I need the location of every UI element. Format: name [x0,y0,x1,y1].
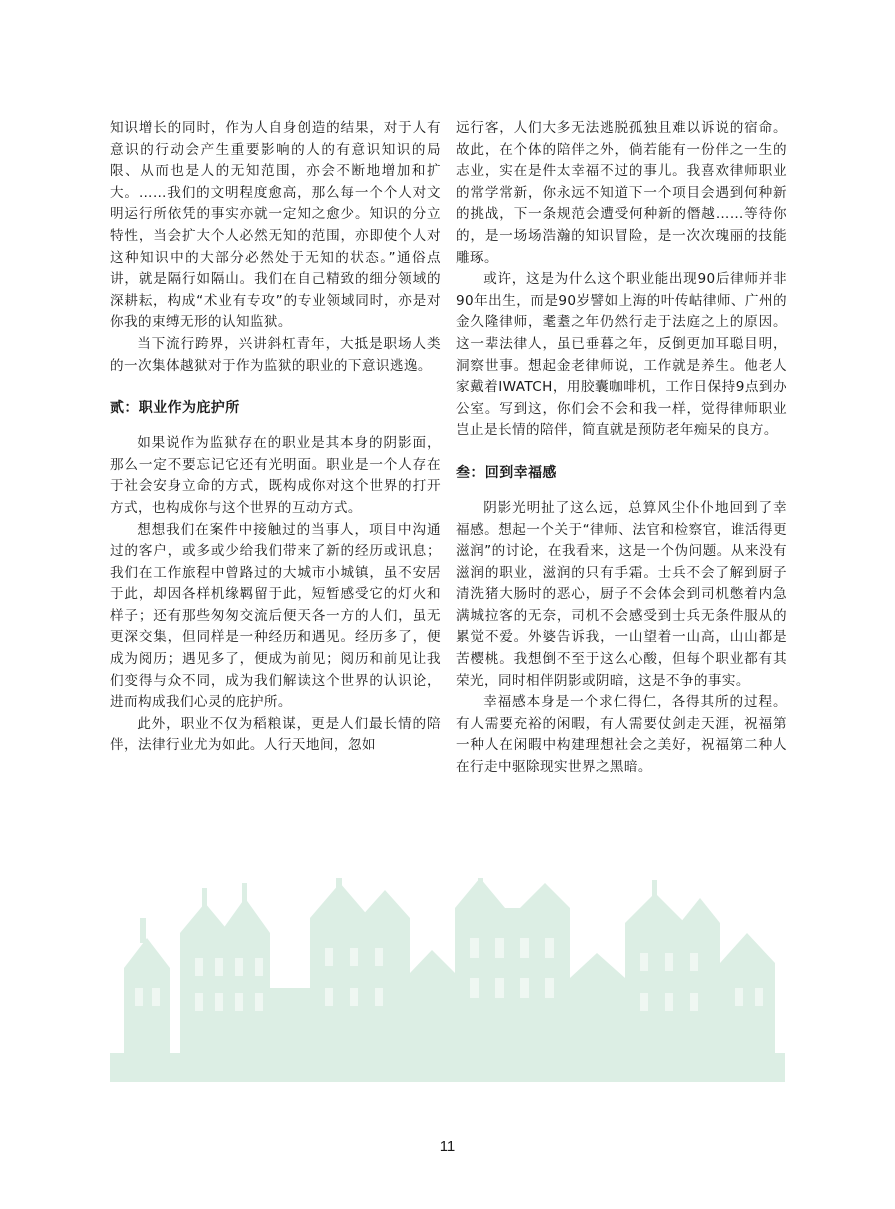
left-column [110,118,441,757]
paragraph: 此外，职业不仅为稻粮谋，更是人们最长情的陪伴，法律行业尤为如此。人行天地间，忽如 [110,715,441,754]
paragraph: 远行客，人们大多无法逃脱孤独且难以诉说的宿命。故此，在个体的陪伴之外，倘若能有一份伴之一生的志业，实在是件太幸福不过的事儿。我喜欢律师职业的常学常新，你永远不知道下一个项目会遇到何种新的挑战，下一条规范会遭受何种新的僭越……等待你的，是一场场浩瀚的知识冒险，是一次次瑰丽的技能雕琢。 [456,120,787,266]
paragraph: 如果说作为监狱存在的职业是其本身的阴影面，那么一定不要忘记它还有光明面。职业是一个人存在于社会安身立命的方式，既构成你对这个世界的打开方式，也构成你与这个世界的互动方式。 [110,435,441,516]
paragraph: 知识增长的同时，作为人自身创造的结果，对于人有意识的行动会产生重要影响的人的有意识知识的局限、从而也是人的无知范围，亦会不断地增加和扩大。……我们的文明程度愈高，那么每一个个人对文明运行所依凭的事实亦就一定知之愈少。知识的分立特性，当会扩大个人必然无知的范围，亦即使个人对这种知识中的大部分必然处于无知的状态。”通俗点讲，就是隔行如隔山。我们在自己精致的细分领域的深耕耘，构成“术业有专攻”的专业领域同时，亦是对你我的束缚无形的认知监狱。 [110,120,441,331]
paragraph: 或许，这是为什么这个职业能出现90后律师并非90年出生，而是90岁譬如上海的叶传岵律师、广州的金久隆律师，耄耋之年仍然行走于法庭之上的原因。这一辈法律人，虽已垂暮之年，反倒更加耳聪目明，洞察世事。想起金老律师说，工作就是养生。他老人家戴着IWATCH，用胶囊咖啡机，工作日保持9点到办公室。写到这，你们会不会和我一样，觉得律师职业岂止是长情的陪伴，简直就是预防老年痴呆的良方。 [456,271,787,439]
paragraph: 阴影光明扯了这么远，总算风尘仆仆地回到了幸福感。想起一个关于“律师、法官和检察官，谁活得更滋润”的讨论，在我看来，这是一个伪问题。从来没有滋润的职业，滋润的只有手霜。士兵不会了解到厨子清洗猪大肠时的恶心，厨子不会体会到司机憋着内急满城拉客的无奈，司机不会感受到士兵无条件服从的累觉不爱。外婆告诉我，一山望着一山高，山山都是苦樱桃。我想倒不至于这么心酸，但每个职业都有其荣光，同时相伴阴影或阴暗，这是不争的事实。 [456,499,787,689]
page-number: 11 [439,1138,456,1155]
paragraph: 当下流行跨界，兴讲斜杠青年，大抵是职场人类的一次集体越狱对于作为监狱的职业的下意识逃逸。 [110,335,441,374]
section-heading: 贰：职业作为庇护所 [110,400,240,417]
section-heading: 叁：回到幸福感 [456,464,557,481]
castle-skyline-illustration [110,878,785,1082]
paragraph: 幸福感本身是一个求仁得仁，各得其所的过程。有人需要充裕的闲暇，有人需要仗剑走天涯，祝福第一种人在闲暇中构建理想社会之美好，祝福第二种人在行走中驱除现实世界之黑暗。 [456,694,787,776]
paragraph: 想想我们在案件中接触过的当事人，项目中沟通过的客户，或多或少给我们带来了新的经历或讯息；我们在工作旅程中曾路过的大城市小城镇，虽不安居于此，却因各样机缘羁留于此，短暂感受它的灯火和样子；还有那些匆匆交流后便天各一方的人们，虽无更深交集，但同样是一种经历和遇见。经历多了，便成为阅历；遇见多了，便成为前见；阅历和前见让我们变得与众不同，成为我们解读这个世界的认识论，进而构成我们心灵的庇护所。 [110,521,441,711]
right-column [456,118,787,779]
